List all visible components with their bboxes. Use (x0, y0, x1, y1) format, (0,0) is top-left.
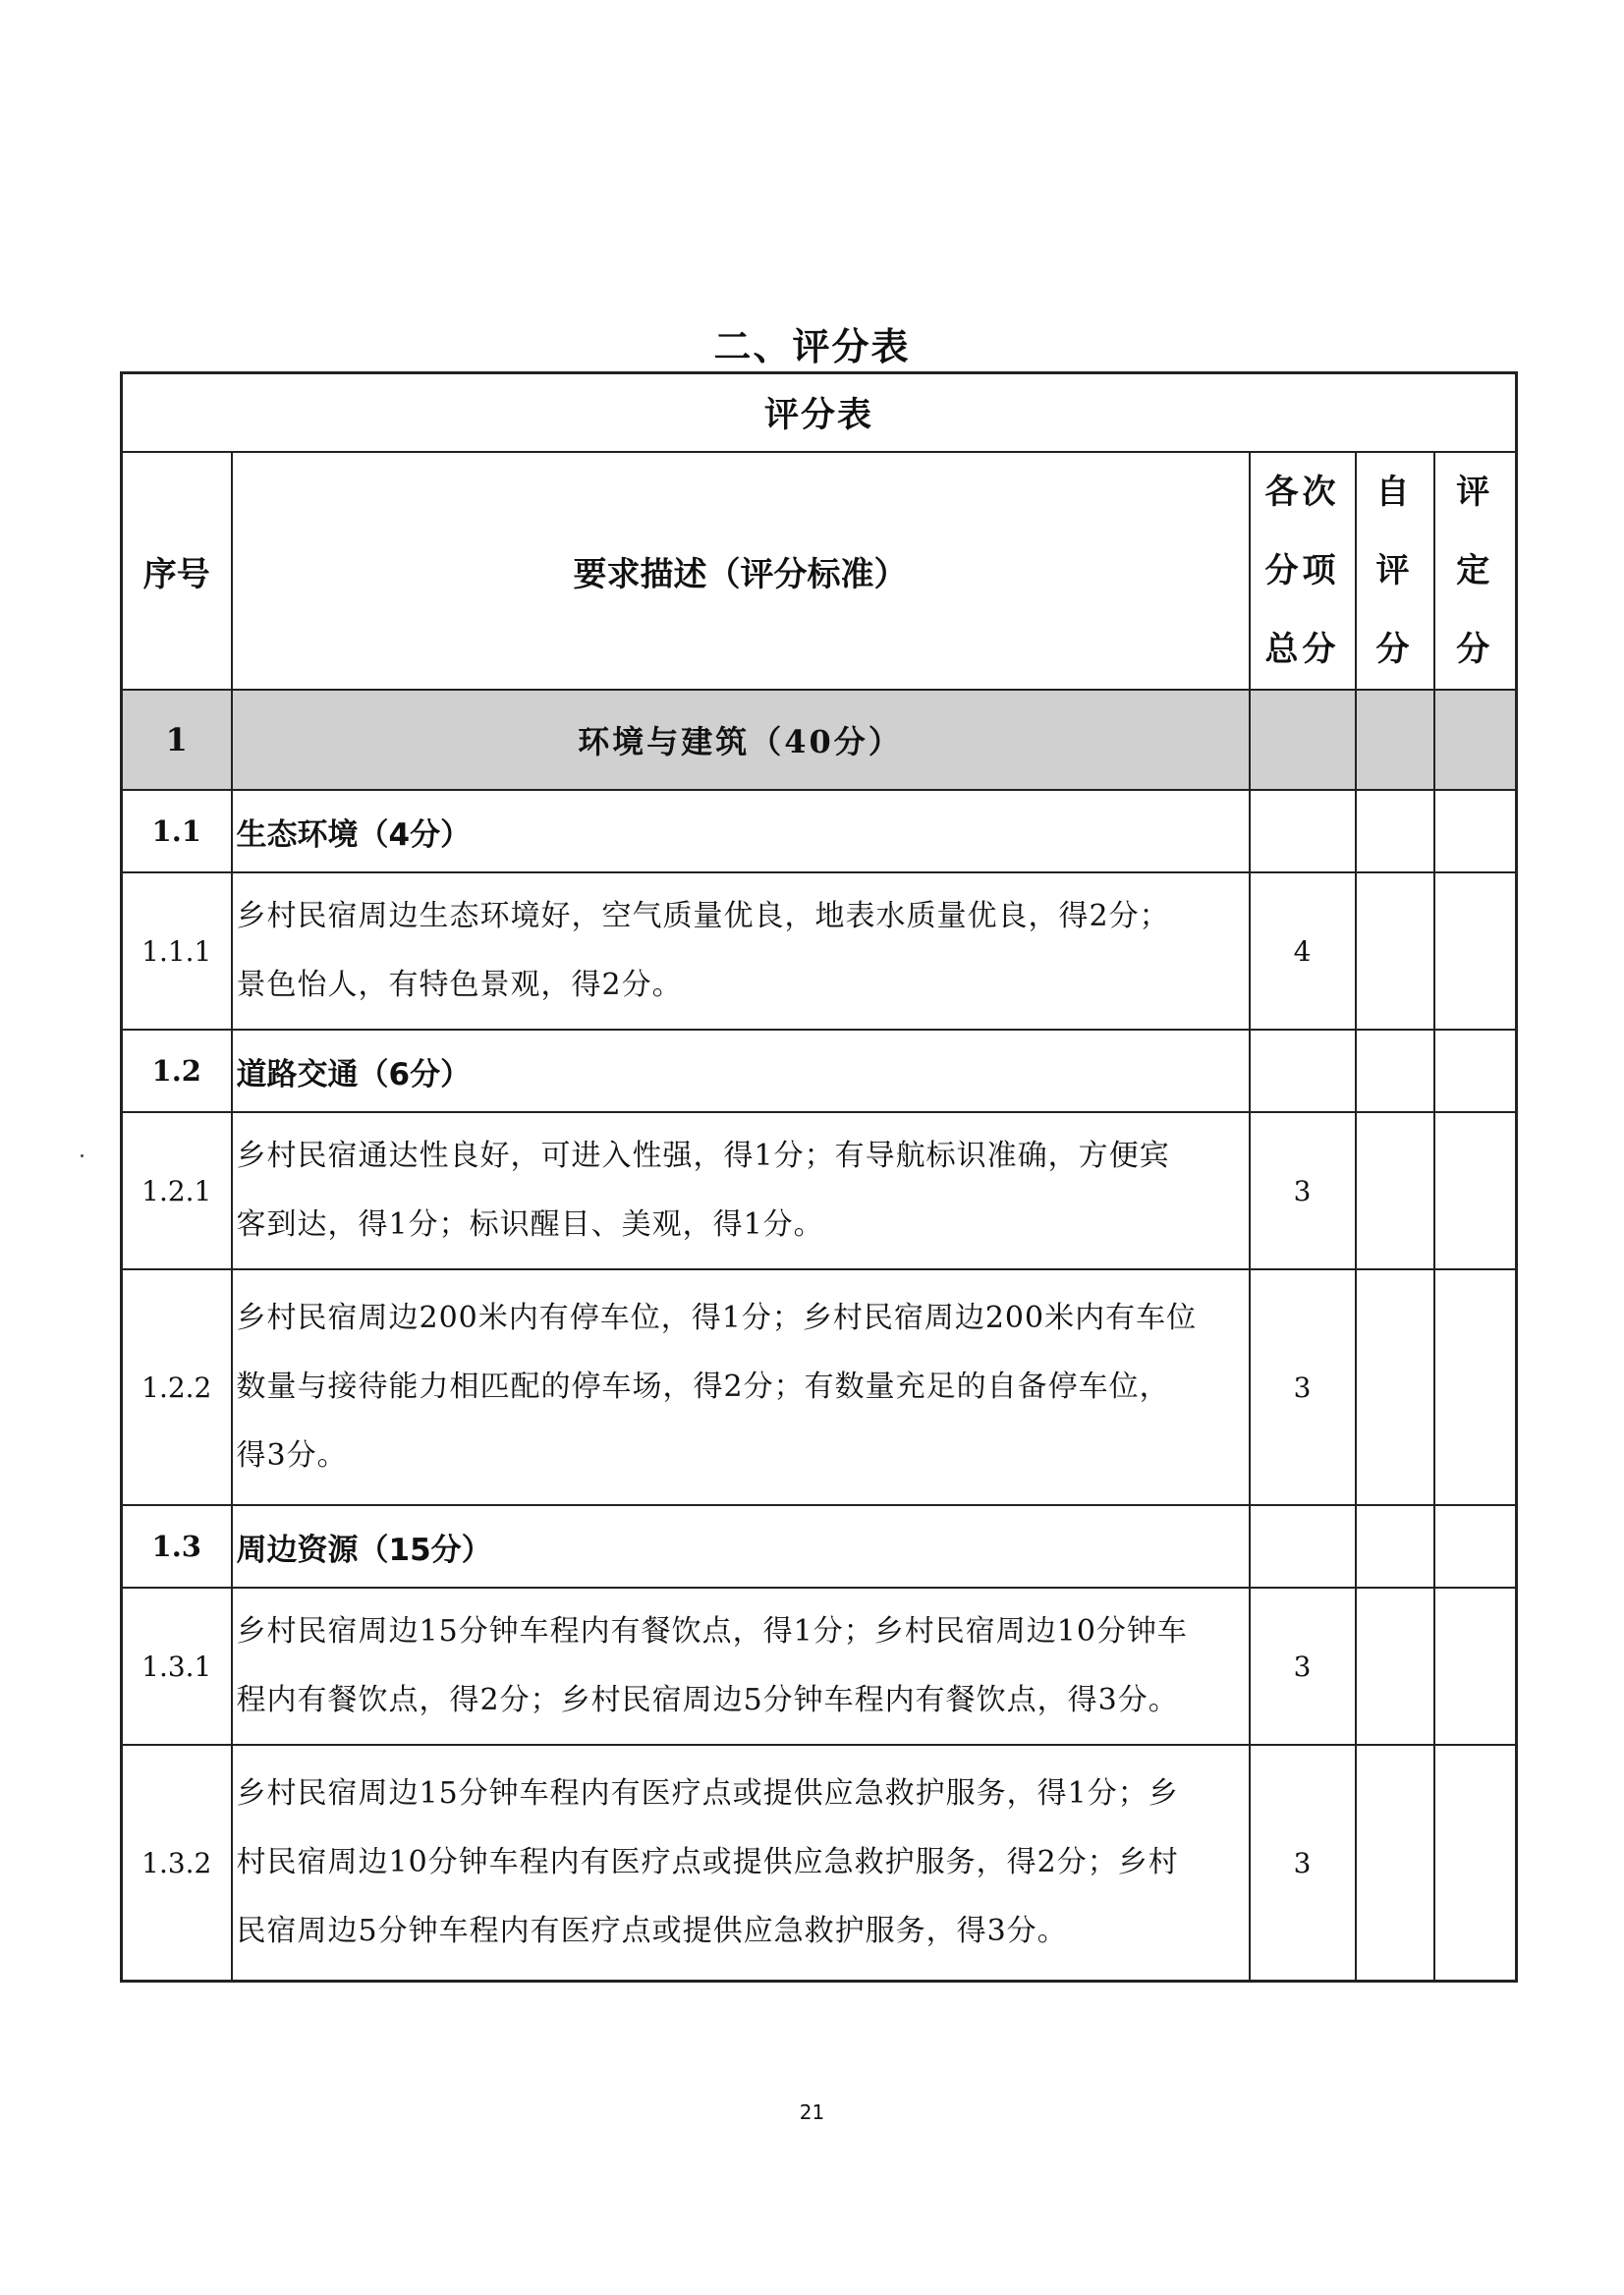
final-score-input[interactable] (1434, 1588, 1517, 1745)
empty-cell (1434, 690, 1517, 790)
description-line: 客到达，得1分；标识醒目、美观，得1分。 (236, 1207, 824, 1242)
item-number: 1.3.2 (122, 1745, 232, 1982)
table-title-row (122, 373, 1517, 453)
section-number: 1 (122, 690, 232, 790)
item-subtotal: 3 (1250, 1745, 1356, 1982)
header-self-line: 分 (1375, 630, 1414, 669)
document-heading: 二、评分表 (713, 325, 911, 368)
empty-cell (1250, 690, 1356, 790)
self-score-input[interactable] (1356, 790, 1434, 872)
final-score-input[interactable] (1434, 872, 1517, 1030)
header-self-line: 评 (1375, 551, 1414, 590)
self-score-input[interactable] (1356, 1588, 1434, 1745)
section-row (122, 690, 1517, 790)
score-table (120, 371, 1518, 1983)
description-line: 乡村民宿周边15分钟车程内有餐饮点，得1分；乡村民宿周边10分钟车 (236, 1614, 1188, 1649)
group-row (122, 1505, 1517, 1588)
group-row (122, 790, 1517, 872)
scan-speck (81, 1154, 84, 1157)
group-number: 1.1 (122, 790, 232, 872)
description-line: 数量与接待能力相匹配的停车场，得2分；有数量充足的自备停车位， (236, 1370, 1170, 1404)
item-number: 1.1.1 (122, 872, 232, 1030)
item-subtotal: 3 (1250, 1588, 1356, 1745)
self-score-input[interactable] (1356, 1505, 1434, 1588)
self-score-input[interactable] (1356, 1112, 1434, 1269)
group-row (122, 1030, 1517, 1112)
page-number: 21 (799, 2100, 825, 2124)
self-score-input[interactable] (1356, 1745, 1434, 1982)
item-row (122, 1588, 1517, 1745)
self-score-input[interactable] (1356, 872, 1434, 1030)
header-subtotal (1250, 452, 1356, 690)
header-self-score (1356, 452, 1434, 690)
group-title: 道路交通（6分） (232, 1030, 1250, 1112)
description-line: 乡村民宿周边15分钟车程内有医疗点或提供应急救护服务，得1分；乡 (236, 1776, 1179, 1811)
final-score-input[interactable] (1434, 790, 1517, 872)
group-number: 1.2 (122, 1030, 232, 1112)
empty-cell (1250, 790, 1356, 872)
self-score-input[interactable] (1356, 1269, 1434, 1505)
item-subtotal: 3 (1250, 1269, 1356, 1505)
item-description (232, 872, 1250, 1030)
description-line: 乡村民宿周边生态环境好，空气质量优良，地表水质量优良，得2分； (236, 899, 1170, 933)
group-title: 生态环境（4分） (232, 790, 1250, 872)
item-row (122, 1269, 1517, 1505)
item-number: 1.3.1 (122, 1588, 232, 1745)
item-number: 1.2.1 (122, 1112, 232, 1269)
description-line: 程内有餐饮点，得2分；乡村民宿周边5分钟车程内有餐饮点，得3分。 (236, 1683, 1179, 1717)
description-line: 景色怡人，有特色景观，得2分。 (236, 968, 683, 1002)
item-subtotal: 4 (1250, 872, 1356, 1030)
header-desc: 要求描述（评分标准） (232, 452, 1250, 690)
item-description (232, 1112, 1250, 1269)
self-score-input[interactable] (1356, 1030, 1434, 1112)
item-description (232, 1588, 1250, 1745)
final-score-input[interactable] (1434, 1030, 1517, 1112)
item-number: 1.2.2 (122, 1269, 232, 1505)
final-score-input[interactable] (1434, 1269, 1517, 1505)
header-final-score (1434, 452, 1517, 690)
item-subtotal: 3 (1250, 1112, 1356, 1269)
table-header-row (122, 452, 1517, 690)
header-final-line: 评 (1456, 473, 1494, 512)
description-line: 村民宿周边10分钟车程内有医疗点或提供应急救护服务，得2分；乡村 (236, 1845, 1179, 1879)
header-subtotal-line: 总分 (1264, 630, 1340, 669)
item-description (232, 1745, 1250, 1982)
header-self-line: 自 (1375, 473, 1414, 512)
description-line: 得3分。 (236, 1438, 348, 1473)
description-line: 乡村民宿通达性良好，可进入性强，得1分；有导航标识准确，方便宾 (236, 1139, 1170, 1173)
header-final-line: 定 (1456, 551, 1494, 590)
item-row (122, 1745, 1517, 1982)
final-score-input[interactable] (1434, 1112, 1517, 1269)
item-row (122, 872, 1517, 1030)
description-line: 乡村民宿周边200米内有停车位，得1分；乡村民宿周边200米内有车位 (236, 1301, 1198, 1335)
empty-cell (1250, 1030, 1356, 1112)
header-subtotal-line: 各次 (1264, 473, 1340, 512)
group-title: 周边资源（15分） (232, 1505, 1250, 1588)
header-subtotal-line: 分项 (1264, 551, 1340, 590)
empty-cell (1250, 1505, 1356, 1588)
item-row (122, 1112, 1517, 1269)
header-seq: 序号 (122, 452, 232, 690)
empty-cell (1356, 690, 1434, 790)
section-title: 环境与建筑（40分） (232, 690, 1250, 790)
item-description (232, 1269, 1250, 1505)
group-number: 1.3 (122, 1505, 232, 1588)
table-title: 评分表 (122, 373, 1517, 453)
final-score-input[interactable] (1434, 1745, 1517, 1982)
header-final-line: 分 (1456, 630, 1494, 669)
description-line: 民宿周边5分钟车程内有医疗点或提供应急救护服务，得3分。 (236, 1914, 1068, 1948)
final-score-input[interactable] (1434, 1505, 1517, 1588)
